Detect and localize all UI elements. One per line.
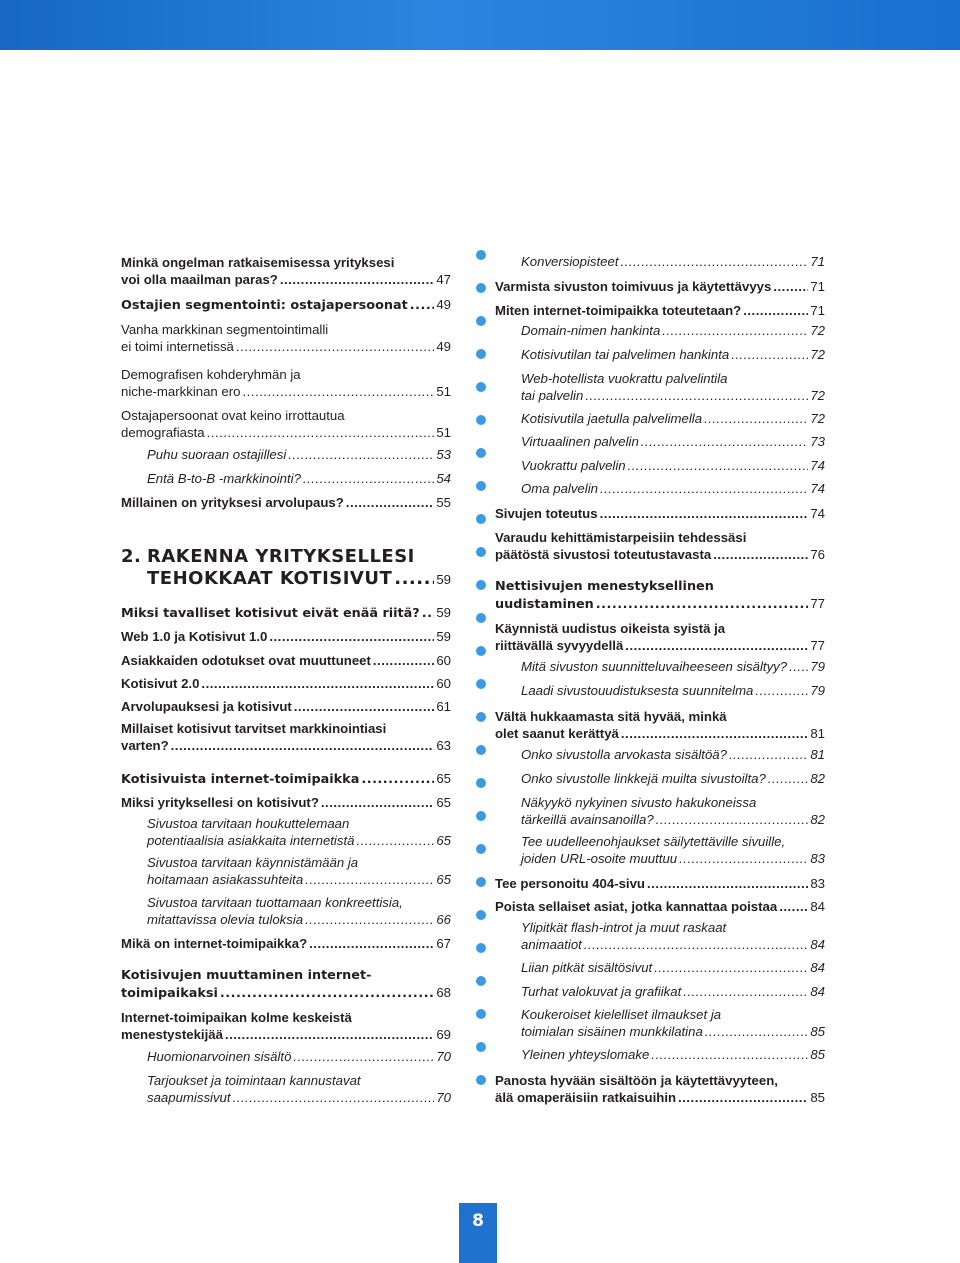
page-ref: 49 <box>436 339 451 354</box>
entry-title-line: Käynnistä uudistus oikeista syistä ja <box>495 621 726 636</box>
bullet-dot <box>476 877 486 887</box>
page-number: 8 <box>472 1211 484 1231</box>
entry-title-line: Vanha markkinan segmentointimalli <box>121 322 329 337</box>
bullet-dot <box>476 943 486 953</box>
page-ref: 72 <box>810 411 825 426</box>
leader-dots <box>768 770 809 787</box>
entry-title-line: Kotisivutila jaetulla palvelimella <box>521 411 703 426</box>
page-ref: 73 <box>810 434 825 449</box>
toc-entry[interactable] <box>121 321 451 355</box>
toc-entry[interactable] <box>121 675 451 692</box>
page-ref: 65 <box>436 771 451 786</box>
leader-dots <box>303 470 434 487</box>
page-ref: 79 <box>810 659 825 674</box>
entry-title-line: Millaiset kotisivut tarvitset markkinointiasi <box>121 721 387 736</box>
bullet-dot <box>476 976 486 986</box>
toc-entry[interactable] <box>121 407 451 441</box>
page-ref: 77 <box>810 638 825 653</box>
page-ref: 70 <box>436 1049 451 1064</box>
toc-entry[interactable] <box>121 296 451 314</box>
leader-dots <box>356 832 434 849</box>
entry-title-line: Virtuaalinen palvelin <box>521 434 639 449</box>
bullet-dot <box>476 646 486 656</box>
leader-dots <box>201 675 434 692</box>
leader-dots <box>678 1089 808 1106</box>
bullet-dot <box>476 745 486 755</box>
bullet-dot <box>476 712 486 722</box>
leader-dots <box>394 568 434 590</box>
bullet-dot <box>476 679 486 689</box>
entry-title-line: riittävällä syvyydellä <box>495 638 624 653</box>
toc-subentry[interactable] <box>521 658 825 675</box>
bullet-dot <box>476 448 486 458</box>
entry-title-line: Ostajapersoonat ovat keino irrottautua <box>121 408 345 423</box>
toc-subentry[interactable] <box>147 1072 451 1106</box>
chapter-number: 2. <box>121 546 142 567</box>
entry-title-line: niche-markkinan ero <box>121 384 241 399</box>
bullet-column <box>476 0 488 1263</box>
bullet-dot <box>476 547 486 557</box>
toc-subentry[interactable] <box>521 346 825 363</box>
page-ref: 60 <box>436 653 451 668</box>
entry-title-line: Domain-nimen hankinta <box>521 323 661 338</box>
leader-dots <box>647 875 808 892</box>
page-ref: 68 <box>436 985 451 1000</box>
page-ref: 66 <box>436 912 451 927</box>
entry-title-line: Tee uudelleenohjaukset säilytettäville sivuille, <box>521 834 786 849</box>
page-ref: 54 <box>436 471 451 486</box>
leader-dots <box>683 983 808 1000</box>
toc-subentry[interactable] <box>521 253 825 270</box>
toc-subentry[interactable] <box>521 959 825 976</box>
entry-title-line: Sivustoa tarvitaan tuottamaan konkreettisia, <box>147 895 403 910</box>
page-ref: 74 <box>810 506 825 521</box>
leader-dots <box>789 658 808 675</box>
leader-dots <box>625 637 808 654</box>
page-ref: 74 <box>810 458 825 473</box>
page-ref: 61 <box>436 699 451 714</box>
page-ref: 70 <box>436 1090 451 1105</box>
toc-entry[interactable] <box>121 967 451 1002</box>
entry-title-line: Sivustoa tarvitaan käynnistämään ja <box>147 855 359 870</box>
leader-dots <box>288 446 434 463</box>
entry-title-line: älä omaperäisiin ratkaisuihin <box>495 1090 677 1105</box>
toc-entry[interactable] <box>121 1009 451 1043</box>
bullet-dot <box>476 580 486 590</box>
entry-title-line: hoitamaan asiakassuhteita <box>147 872 304 887</box>
leader-dots <box>705 1023 809 1040</box>
entry-title-line: tai palvelin <box>521 388 584 403</box>
page-ref: 84 <box>810 960 825 975</box>
entry-title-line: Onko sivustolla arvokasta sisältöä? <box>521 747 727 762</box>
leader-dots <box>729 746 808 763</box>
chapter-title-line: RAKENNA YRITYKSELLESI <box>147 546 415 567</box>
entry-title-line: Miksi yrityksellesi on kotisivut? <box>121 795 319 810</box>
entry-title-line: Sivujen toteutus <box>495 506 598 521</box>
entry-title-line: voi olla maailman paras? <box>121 272 278 287</box>
leader-dots <box>269 628 434 645</box>
leader-dots <box>662 322 808 339</box>
toc-subentry[interactable] <box>521 682 825 699</box>
page-ref: 55 <box>436 495 451 510</box>
page-ref: 65 <box>436 833 451 848</box>
entry-title-line: Ylipitkät flash-introt ja muut raskaat <box>521 920 727 935</box>
entry-title-line: Tarjoukset ja toimintaan kannustavat <box>147 1073 361 1088</box>
leader-dots <box>373 652 434 669</box>
toc-subentry[interactable] <box>521 480 825 497</box>
leader-dots <box>704 410 808 427</box>
entry-title-line: Kotisivujen muuttaminen internet- <box>121 968 372 983</box>
page-ref: 47 <box>436 272 451 287</box>
entry-title-line: ei toimi internetissä <box>121 339 234 354</box>
entry-title-line: Web 1.0 ja Kotisivut 1.0 <box>121 629 268 644</box>
entry-title-line: Ostajien segmentointi: ostajapersoonat <box>121 298 408 313</box>
entry-title-line: Vältä hukkaamasta sitä hyvää, minkä <box>495 709 727 724</box>
entry-title-line: Laadi sivustouudistuksesta suunnitelma <box>521 683 754 698</box>
page-ref: 72 <box>810 347 825 362</box>
leader-dots <box>773 278 808 295</box>
bullet-dot <box>476 514 486 524</box>
page-ref: 79 <box>810 683 825 698</box>
leader-dots <box>346 494 435 511</box>
toc-entry[interactable] <box>495 898 825 915</box>
entry-title-line: Koukeroiset kielelliset ilmaukset ja <box>521 1007 722 1022</box>
entry-title-line: animaatiot <box>521 937 582 952</box>
entry-title-line: menestystekijää <box>121 1027 223 1042</box>
leader-dots <box>309 935 434 952</box>
toc-subentry[interactable] <box>521 1046 825 1063</box>
entry-title-line: Web-hotellista vuokrattu palvelintila <box>521 371 728 386</box>
toc-subentry[interactable] <box>521 322 825 339</box>
leader-dots <box>225 1026 434 1043</box>
entry-title-line: Puhu suoraan ostajillesi <box>147 447 287 462</box>
toc-entry[interactable] <box>495 875 825 892</box>
page-ref: 84 <box>810 984 825 999</box>
toc-entry[interactable] <box>121 494 451 511</box>
entry-title-line: Millainen on yrityksesi arvolupaus? <box>121 495 344 510</box>
toc-subentry[interactable] <box>147 894 451 928</box>
toc-subentry[interactable] <box>147 446 451 463</box>
entry-title-line: Miksi tavalliset kotisivut eivät enää riitä? <box>121 606 420 621</box>
toc-entry[interactable] <box>121 254 451 288</box>
entry-title-line: tärkeillä avainsanoilla? <box>521 812 654 827</box>
leader-dots <box>207 424 435 441</box>
leader-dots <box>280 271 434 288</box>
page-ref: 74 <box>810 481 825 496</box>
toc-entry[interactable] <box>121 770 451 788</box>
entry-title-line: Asiakkaiden odotukset ovat muuttuneet <box>121 653 371 668</box>
page-ref: 72 <box>810 323 825 338</box>
leader-dots <box>654 959 808 976</box>
toc-subentry[interactable] <box>147 854 451 888</box>
toc-entry[interactable] <box>121 604 451 622</box>
entry-title-line: Näkyykö nykyinen sivusto hakukoneissa <box>521 795 757 810</box>
toc-entry[interactable] <box>121 366 451 400</box>
entry-title-line: toimipaikaksi <box>121 986 218 1001</box>
entry-title-line: olet saanut kerättyä <box>495 726 619 741</box>
toc-entry[interactable] <box>121 720 451 754</box>
leader-dots <box>242 383 434 400</box>
page-ref: 51 <box>436 384 451 399</box>
page-ref: 59 <box>436 572 451 587</box>
page-ref: 69 <box>436 1027 451 1042</box>
leader-dots <box>651 1046 808 1063</box>
entry-title-line: Entä B-to-B -markkinointi? <box>147 471 301 486</box>
entry-title-line: Sivustoa tarvitaan houkuttelemaan <box>147 816 350 831</box>
entry-title-line: saapumissivut <box>147 1090 231 1105</box>
toc-subentry[interactable] <box>521 983 825 1000</box>
entry-title-line: Turhat valokuvat ja grafiikat <box>521 984 682 999</box>
entry-title-line: Varaudu kehittämistarpeisiin tehdessäsi <box>495 530 747 545</box>
leader-dots <box>422 605 435 622</box>
toc-entry[interactable] <box>495 302 825 319</box>
page-number-tab <box>459 1203 497 1263</box>
bullet-dot <box>476 1075 486 1085</box>
toc-subentry[interactable] <box>147 470 451 487</box>
leader-dots <box>236 338 434 355</box>
toc-subentry[interactable] <box>521 370 825 404</box>
toc-entry[interactable] <box>495 278 825 295</box>
toc-entry[interactable] <box>121 628 451 645</box>
entry-title-line: joiden URL-osoite muuttuu <box>521 851 678 866</box>
toc-subentry[interactable] <box>147 815 451 849</box>
toc-entry[interactable] <box>121 935 451 952</box>
leader-dots <box>621 253 809 270</box>
bullet-dot <box>476 349 486 359</box>
entry-title-line: Yleinen yhteyslomake <box>521 1047 650 1062</box>
entry-title-line: Mitä sivuston suunnitteluvaiheeseen sisältyy? <box>521 659 788 674</box>
leader-dots <box>233 1089 435 1106</box>
entry-title-line: potentiaalisia asiakkaita internetistä <box>147 833 355 848</box>
leader-dots <box>305 911 434 928</box>
toc-entry[interactable] <box>495 529 825 563</box>
page-ref: 82 <box>810 771 825 786</box>
page-ref: 85 <box>810 1047 825 1062</box>
entry-title-line: Kotisivutilan tai palvelimen hankinta <box>521 347 730 362</box>
entry-title-line: Liian pitkät sisältösivut <box>521 960 653 975</box>
toc-subentry[interactable] <box>521 746 825 763</box>
page-ref: 65 <box>436 795 451 810</box>
leader-dots <box>171 737 435 754</box>
leader-dots <box>584 936 808 953</box>
entry-title-line: Vuokrattu palvelin <box>521 458 626 473</box>
page-ref: 77 <box>810 596 825 611</box>
page-ref: 76 <box>810 547 825 562</box>
bullet-dot <box>476 283 486 293</box>
page-ref: 83 <box>810 876 825 891</box>
entry-title-line: mitattavissa olevia tuloksia <box>147 912 304 927</box>
leader-dots <box>305 871 434 888</box>
entry-title-line: Arvolupauksesi ja kotisivut <box>121 699 292 714</box>
leader-dots <box>293 1048 434 1065</box>
bullet-dot <box>476 316 486 326</box>
page-ref: 59 <box>436 629 451 644</box>
page-ref: 84 <box>810 899 825 914</box>
leader-dots <box>628 457 809 474</box>
toc-entry[interactable] <box>121 794 451 811</box>
page-ref: 67 <box>436 936 451 951</box>
leader-dots <box>779 898 808 915</box>
toc-subentry[interactable] <box>521 457 825 474</box>
page-ref: 65 <box>436 872 451 887</box>
entry-title-line: Poista sellaiset asiat, jotka kannattaa poistaa <box>495 899 778 914</box>
leader-dots <box>731 346 808 363</box>
leader-dots <box>641 433 809 450</box>
page-ref: 63 <box>436 738 451 753</box>
page-ref: 83 <box>810 851 825 866</box>
entry-title-line: uudistaminen <box>495 597 594 612</box>
leader-dots <box>621 725 808 742</box>
entry-title-line: Tee personoitu 404-sivu <box>495 876 645 891</box>
bullet-dot <box>476 811 486 821</box>
entry-title-line: toimialan sisäinen munkkilatina <box>521 1024 703 1039</box>
bullet-dot <box>476 1009 486 1019</box>
leader-dots <box>294 698 435 715</box>
page-ref: 85 <box>810 1024 825 1039</box>
toc-entry[interactable] <box>495 1072 825 1106</box>
toc-subentry[interactable] <box>521 794 825 828</box>
toc-entry[interactable] <box>121 698 451 715</box>
entry-title-line: Kotisivut 2.0 <box>121 676 200 691</box>
leader-dots <box>585 387 808 404</box>
page-ref: 51 <box>436 425 451 440</box>
entry-title-line: päätöstä sivustosi toteutustavasta <box>495 547 712 562</box>
leader-dots <box>361 771 434 788</box>
toc-subentry[interactable] <box>521 833 825 867</box>
page-ref: 72 <box>810 388 825 403</box>
entry-title-line: demografiasta <box>121 425 205 440</box>
entry-title-line: Huomionarvoinen sisältö <box>147 1049 292 1064</box>
bullet-dot <box>476 778 486 788</box>
leader-dots <box>600 480 808 497</box>
toc-entry[interactable] <box>495 505 825 522</box>
bullet-dot <box>476 415 486 425</box>
page-ref: 59 <box>436 605 451 620</box>
page-ref: 85 <box>810 1090 825 1105</box>
toc-entry[interactable] <box>495 620 825 654</box>
page-ref: 60 <box>436 676 451 691</box>
bullet-dot <box>476 250 486 260</box>
page-ref: 71 <box>810 279 825 294</box>
bullet-dot <box>476 481 486 491</box>
page-ref: 71 <box>810 303 825 318</box>
toc-subentry[interactable] <box>521 1006 825 1040</box>
entry-title-line: Internet-toimipaikan kolme keskeistä <box>121 1010 352 1025</box>
page-ref: 49 <box>436 297 451 312</box>
entry-title-line: varten? <box>121 738 169 753</box>
entry-title-line: Onko sivustolle linkkejä muilta sivustoilta? <box>521 771 766 786</box>
bullet-dot <box>476 844 486 854</box>
leader-dots <box>656 811 809 828</box>
entry-title-line: Mikä on internet-toimipaikka? <box>121 936 308 951</box>
toc-entry[interactable] <box>121 652 451 669</box>
leader-dots <box>596 596 809 613</box>
entry-title-line: Varmista sivuston toimivuus ja käytettävyys <box>495 279 772 294</box>
bullet-dot <box>476 910 486 920</box>
toc-chapter-heading[interactable] <box>121 546 451 591</box>
page-ref: 71 <box>810 254 825 269</box>
entry-title-line: Oma palvelin <box>521 481 598 496</box>
toc-subentry[interactable] <box>521 919 825 953</box>
page-ref: 82 <box>810 812 825 827</box>
toc-subentry[interactable] <box>521 410 825 427</box>
entry-title-line: Panosta hyvään sisältöön ja käytettävyyteen, <box>495 1073 778 1088</box>
toc-subentry[interactable] <box>521 433 825 450</box>
leader-dots <box>713 546 808 563</box>
toc-entry[interactable] <box>495 708 825 742</box>
entry-title-line: Nettisivujen menestyksellinen <box>495 579 714 594</box>
leader-dots <box>755 682 808 699</box>
entry-title-line: Miten internet-toimipaikka toteutetaan? <box>495 303 742 318</box>
toc-entry[interactable] <box>495 578 825 613</box>
leader-dots <box>743 302 808 319</box>
entry-title-line: Minkä ongelman ratkaisemisessa yrityksesi <box>121 255 395 270</box>
page-ref: 84 <box>810 937 825 952</box>
entry-title-line: Demografisen kohderyhmän ja <box>121 367 301 382</box>
toc-subentry[interactable] <box>147 1048 451 1065</box>
bullet-dot <box>476 1042 486 1052</box>
toc-subentry[interactable] <box>521 770 825 787</box>
page-ref: 81 <box>810 747 825 762</box>
entry-title-line: Kotisivuista internet-toimipaikka <box>121 772 360 787</box>
page-ref: 53 <box>436 447 451 462</box>
leader-dots <box>220 985 434 1002</box>
bullet-dot <box>476 613 486 623</box>
chapter-title-line: TEHOKKAAT KOTISIVUT <box>147 568 393 589</box>
page-ref: 81 <box>810 726 825 741</box>
leader-dots <box>679 850 808 867</box>
leader-dots <box>321 794 434 811</box>
entry-title-line: Konversiopisteet <box>521 254 619 269</box>
leader-dots <box>410 297 435 314</box>
leader-dots <box>600 505 809 522</box>
bullet-dot <box>476 382 486 392</box>
